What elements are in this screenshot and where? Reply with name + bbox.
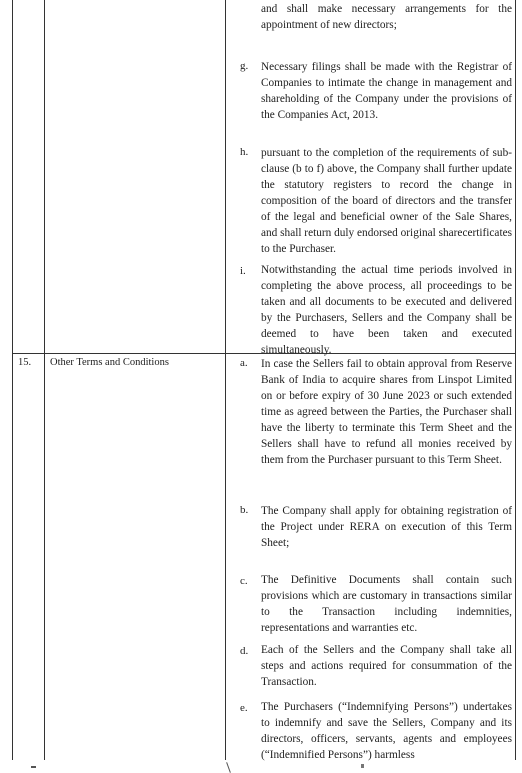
clause-marker: d. [240,645,249,657]
clause-text: Notwithstanding the actual time periods involved in completing the above process, all proceedings to be taken and all documents to be executed and delivered by the Purchasers, Sellers and the Company shall be deemed to have been taken and executed simultaneously. [261,264,512,356]
clause-text: In case the Sellers fail to obtain approval from Reserve Bank of India to acquire shares from Linspot Limited on or before expiry of 30 June 2023 or such extended time as agreed between the Parties, the Purchaser shall have the liberty to terminate this Term Sheet and the Sellers shall have to refund all monies received by them from the Purchaser pursuant to this Term Sheet. [261,358,512,466]
clause-marker: e. [240,702,248,714]
clause-text: Necessary filings shall be made with the Registrar of Companies to intimate the change in management and shareholding of the Company under the provisions of the Companies Act, 2013. [261,61,512,121]
table-right-border [515,0,516,760]
table-column-divider-1 [44,0,45,760]
clause-text: The Company shall apply for obtaining registration of the Project under RERA on execution of this Term Sheet; [261,505,512,549]
clause-marker: b. [240,504,249,516]
clause-marker: c. [240,575,248,587]
scan-artifact [226,762,231,773]
table-column-divider-2 [225,0,226,760]
clause-text: Each of the Sellers and the Company shall take all steps and actions required for consummation of the Transaction. [261,644,512,688]
table-left-border [12,0,13,760]
clause-marker: i. [240,265,246,277]
continuation-paragraph: and shall make necessary arrangements for the appointment of new directors; [261,3,512,31]
clause-marker: h. [240,146,249,158]
scan-artifact [31,766,36,768]
row-heading: Other Terms and Conditions [50,357,169,368]
scan-artifact [361,764,364,768]
clause-text: The Purchasers (“Indemnifying Persons”) undertakes to indemnify and save the Sellers, Company and its directors, officers, servants, agents and employees (“Indemnified Persons”) harmless [261,701,512,761]
clause-text: pursuant to the completion of the requirements of sub-clause (b to f) above, the Company shall further update the statutory registers to record the change in composition of the board of directors and the transfer of the legal and beneficial owner of the Sale Shares, and shall return duly endorsed original sharecertificates to the Purchaser. [261,147,512,255]
clause-marker: a. [240,357,248,369]
clause-marker: g. [240,60,249,72]
row-number: 15. [18,357,32,368]
clause-text: The Definitive Documents shall contain such provisions which are customary in transactions similar to the Transaction including indemnities, representations and warranties etc. [261,574,512,634]
